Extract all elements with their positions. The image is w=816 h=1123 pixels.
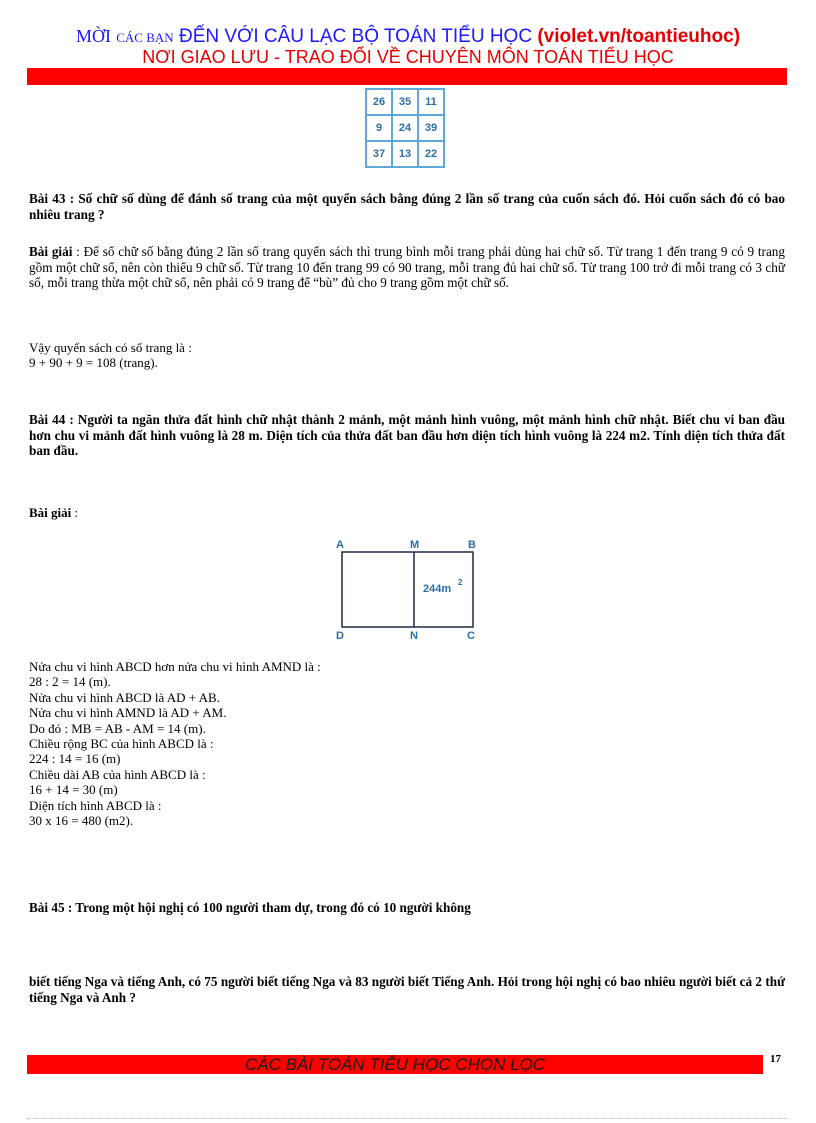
magic-row: [366, 89, 444, 115]
magic-cell: 24: [392, 115, 418, 141]
header-link[interactable]: (violet.vn/toantieuhoc): [537, 26, 741, 47]
label-c: C: [467, 630, 475, 642]
magic-cell: 9: [366, 115, 392, 141]
label-b: B: [468, 539, 476, 551]
footer-bar: CÁC BÀI TOÁN TIỂU HỌC CHỌN LỌC: [27, 1055, 763, 1074]
magic-cell: 37: [366, 141, 392, 167]
label-d: D: [336, 630, 344, 642]
header-red-bar: [27, 68, 787, 85]
bai43-question: Bài 43 : Số chữ số dùng để đánh số trang của một quyển sách bằng đúng 2 lần số trang của cuốn sách đó. Hỏi cuốn sách đó có bao nhiêu trang ?: [29, 191, 785, 222]
header-invite-sub: CÁC BẠN: [116, 30, 174, 45]
area-exponent: 2: [458, 578, 463, 587]
magic-cell: 13: [392, 141, 418, 167]
magic-cell: 39: [418, 115, 444, 141]
header-line-1: [0, 26, 816, 48]
magic-cell: 35: [392, 89, 418, 115]
rectangle-figure: [330, 532, 490, 644]
magic-row: [366, 115, 444, 141]
bai44-question: Bài 44 : Người ta ngăn thửa đất hình chữ nhật thành 2 mảnh, một mảnh hình vuông, một mảnh hình chữ nhật. Biết chu vi ban đầu hơn chu vi mảnh đất hình vuông là 28 m. Diện tích của thửa đất ban đầu hơn diện tích hình vuông là 224 m2. Tính diện tích thửa đất ban đầu.: [29, 412, 785, 458]
magic-square: [365, 88, 445, 168]
area-label: 244m: [423, 583, 452, 595]
bai43-conclusion-2: 9 + 90 + 9 = 108 (trang).: [29, 355, 158, 371]
bai43-solution: [29, 244, 785, 291]
header-line-2: NƠI GIAO LƯU - TRAO ĐỔI VỀ CHUYÊN MÔN TOÁN TIỂU HỌC: [142, 47, 674, 67]
bai45-question-part2: biết tiếng Nga và tiếng Anh, có 75 người biết tiếng Nga và 83 người biết Tiếng Anh. Hỏi trong hội nghị có bao nhiêu người biết cả 2 thứ tiếng Nga và Anh ?: [29, 974, 785, 1005]
bai44-step: Nửa chu vi hình ABCD hơn nửa chu vi hình AMND là :: [29, 659, 321, 674]
header-invite: MỜI: [75, 26, 111, 46]
bai45-question-part1: Bài 45 : Trong một hội nghị có 100 người tham dự, trong đó có 10 người không: [29, 900, 471, 915]
page-number: 17: [770, 1053, 781, 1065]
magic-cell: 26: [366, 89, 392, 115]
bai43-solution-text: : Để số chữ số bằng đúng 2 lần số trang quyển sách thì trung bình mỗi trang phải dùng hai chữ số. Từ trang 1 đến trang 9 có 9 trang gồm một chữ số, nên còn thiếu 9 chữ số. Từ trang 10 đến trang 99 có 90 trang, mỗi trang đủ hai chữ số. Từ trang 100 trở đi mỗi trang có 3 chữ số, mỗi trang thừa một chữ số, nên phải có 9 trang để “bù” đủ cho 9 trang gồm một chữ số.: [29, 244, 785, 290]
rectangle-abcd: [342, 552, 473, 627]
bai44-solution-heading: [29, 505, 78, 520]
bai44-step: Diện tích hình ABCD là :: [29, 797, 162, 813]
bai44-step: Chiều rộng BC của hình ABCD là :: [29, 736, 214, 752]
magic-cell: 11: [418, 89, 444, 115]
header-club: ĐẾN VỚI CÂU LẠC BỘ TOÁN TIỂU HỌC: [178, 26, 533, 47]
bai44-solution-label: Bài giải: [29, 505, 72, 520]
bai44-step: Nửa chu vi hình ABCD là AD + AB.: [29, 689, 220, 705]
bai44-steps: [29, 659, 321, 828]
bai44-step: 30 x 16 = 480 (m2).: [29, 813, 134, 829]
bai44-step: Do đó : MB = AB - AM = 14 (m).: [29, 720, 206, 736]
label-a: A: [336, 539, 344, 551]
bai43-conclusion: [29, 340, 192, 371]
bai44-step: Chiều dài AB của hình ABCD là :: [29, 766, 206, 782]
label-m: M: [410, 539, 420, 551]
bai44-step: 16 + 14 = 30 (m): [29, 782, 118, 798]
bottom-rule: [27, 1118, 787, 1119]
bai44-solution-colon: :: [71, 505, 79, 520]
label-n: N: [410, 630, 418, 642]
bai44-step: 224 : 14 = 16 (m): [29, 751, 121, 767]
magic-row: [366, 141, 444, 167]
bai44-step: Nửa chu vi hình AMND là AD + AM.: [29, 705, 227, 721]
bai44-step: 28 : 2 = 14 (m).: [29, 674, 111, 690]
bai43-solution-label: Bài giải: [29, 244, 73, 259]
magic-cell: 22: [418, 141, 444, 167]
bai43-conclusion-1: Vậy quyển sách có số trang là :: [29, 340, 192, 355]
